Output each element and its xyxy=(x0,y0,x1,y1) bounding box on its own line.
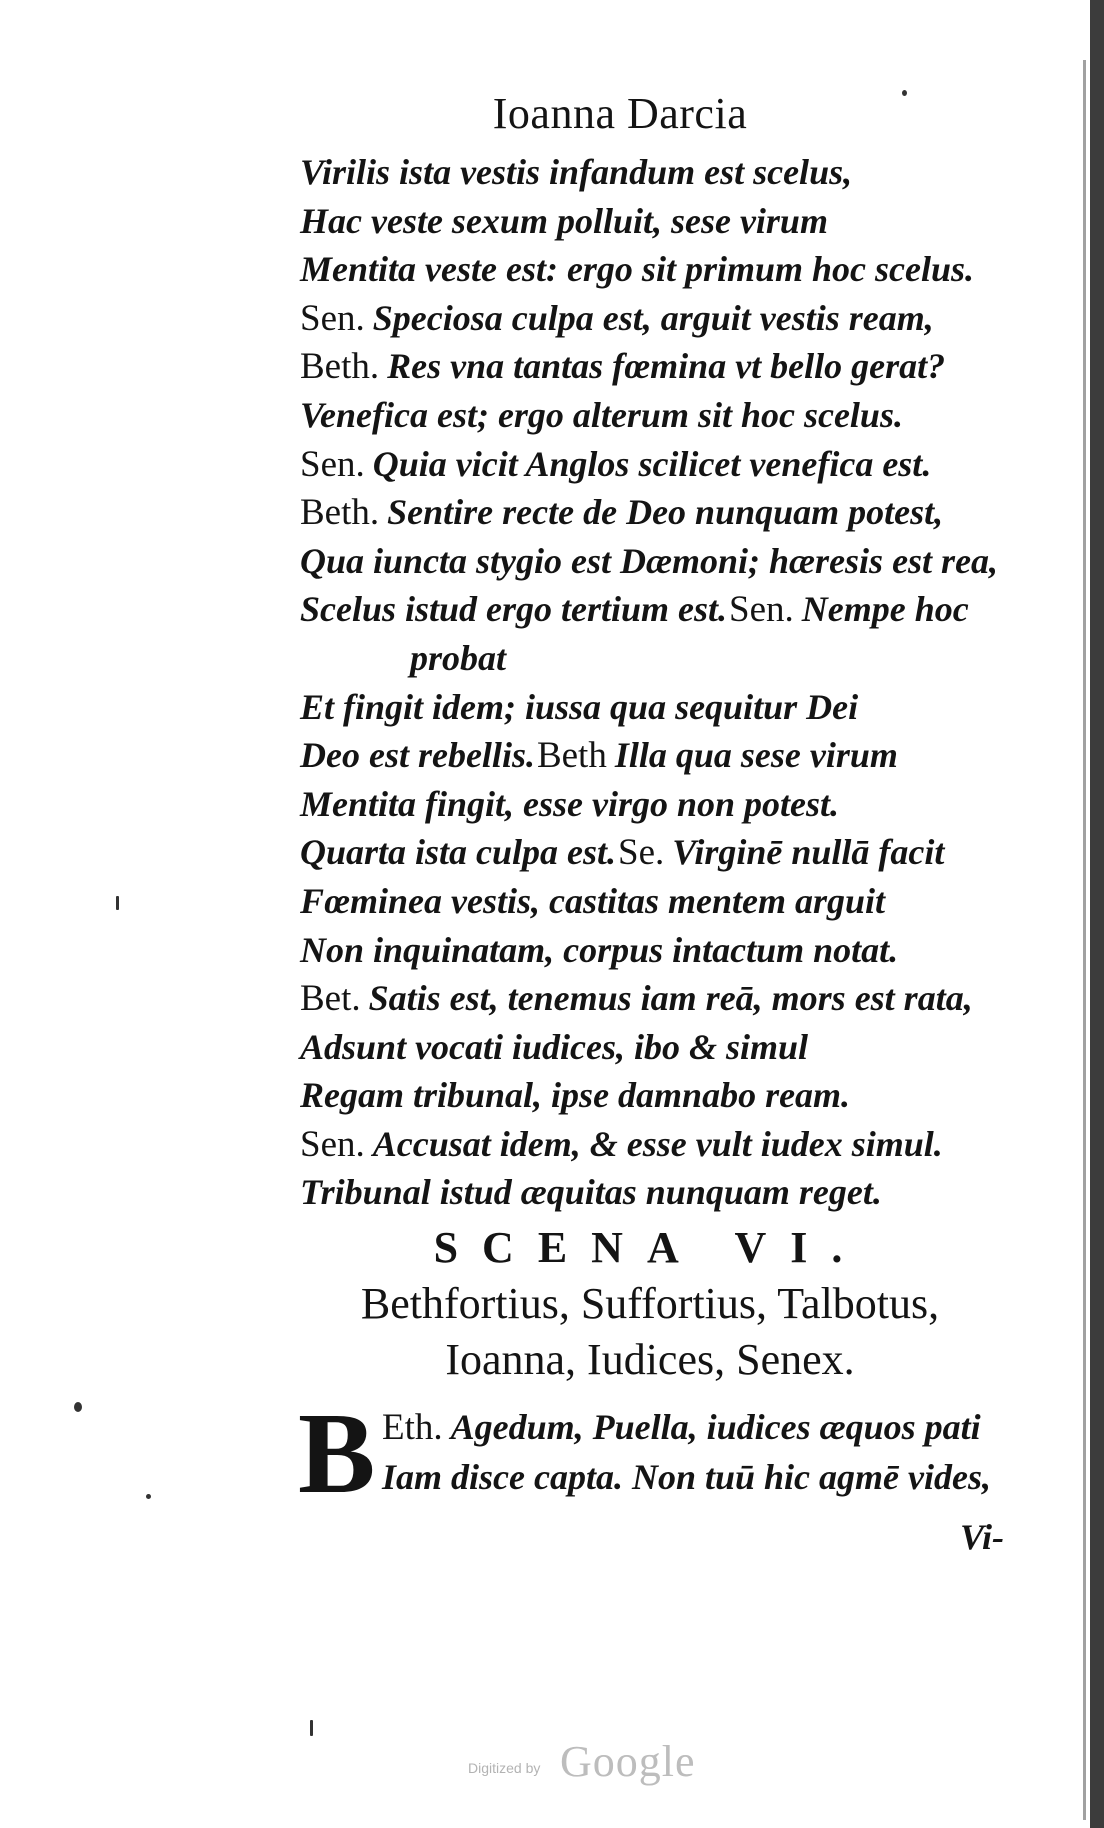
verse-block xyxy=(300,148,1040,1217)
speaker-label: Se. xyxy=(618,832,665,874)
line-text: probat xyxy=(410,637,507,678)
verse-line xyxy=(300,974,1040,1023)
google-logo: Google xyxy=(560,1737,696,1786)
verse-line xyxy=(300,780,1040,829)
catchword: Vi- xyxy=(960,1517,1005,1557)
line-text: Fœminea vestis, castitas mentem arguit xyxy=(300,880,886,921)
line-text: Quia vicit Anglos scilicet venefica est. xyxy=(372,443,932,484)
page-edge-line xyxy=(1083,60,1086,1820)
cast-line: Ioanna, Iudices, Senex. xyxy=(445,1335,855,1384)
line-text: Nempe hoc xyxy=(801,589,969,630)
verse-line xyxy=(300,1023,1040,1072)
verse-line xyxy=(300,585,1040,634)
verse-line xyxy=(382,1452,991,1502)
line-text: Mentita fingit, esse virgo non potest. xyxy=(300,783,840,824)
line-text: Sentire recte de Deo nunquam potest, xyxy=(387,492,944,533)
line-text: Regam tribunal, ipse damnabo ream. xyxy=(300,1075,851,1116)
line-text: Mentita veste est: ergo sit primum hoc scelus. xyxy=(300,249,974,290)
speaker-label: Sen. xyxy=(300,443,365,485)
speaker-label: Sen. xyxy=(300,297,365,339)
verse-line xyxy=(300,197,1040,246)
line-text: Venefica est; ergo alterum sit hoc scelus. xyxy=(300,394,903,435)
verse-line xyxy=(300,148,1040,197)
line-text: Res vna tantas fœmina vt bello gerat? xyxy=(387,346,946,387)
speaker-label: Eth. xyxy=(382,1407,443,1448)
ink-speck xyxy=(74,1402,82,1412)
verse-line xyxy=(382,1402,981,1452)
watermark-prefix: Digitized by xyxy=(468,1760,541,1776)
verse-line xyxy=(300,634,1040,683)
speaker-label: Sen. xyxy=(300,1123,365,1165)
verse-line xyxy=(300,537,1040,586)
line-text: Accusat idem, & esse vult iudex simul. xyxy=(372,1123,943,1164)
line-text: Speciosa culpa est, arguit vestis ream, xyxy=(372,297,934,338)
verse-line xyxy=(300,828,1040,877)
line-text: Non inquinatam, corpus intactum notat. xyxy=(300,929,899,970)
verse-line xyxy=(300,926,1040,975)
verse-line xyxy=(300,342,1040,391)
speaker-label: Beth. xyxy=(300,492,380,534)
line-text: Tribunal istud æquitas nunquam reget. xyxy=(300,1172,882,1213)
scene-heading: SCENA VI. xyxy=(433,1223,867,1272)
line-text: Deo est rebellis. xyxy=(300,735,535,776)
verse-line xyxy=(300,1071,1040,1120)
verse-line xyxy=(300,1120,1040,1169)
ink-speck xyxy=(902,90,907,96)
line-text: Hac veste sexum polluit, sese virum xyxy=(300,200,828,241)
line-text: Scelus istud ergo tertium est. xyxy=(300,589,728,630)
verse-line xyxy=(300,877,1040,926)
speaker-label: Sen. xyxy=(729,589,794,631)
line-text: Illa qua sese virum xyxy=(614,735,898,776)
page-edge-shadow xyxy=(1090,0,1104,1828)
verse-line xyxy=(300,391,1040,440)
line-text: Et fingit idem; iussa qua sequitur Dei xyxy=(300,686,859,727)
line-text: Qua iuncta stygio est Dæmoni; hæresis est rea, xyxy=(300,540,999,581)
speaker-label: Beth. xyxy=(300,346,380,388)
verse-line xyxy=(300,683,1040,732)
ink-speck xyxy=(310,1720,313,1736)
speaker-label: Bet. xyxy=(300,978,361,1020)
verse-line xyxy=(300,1168,1040,1217)
speaker-label: Beth xyxy=(536,735,607,777)
verse-line xyxy=(300,294,1040,343)
line-text: Adsunt vocati iudices, ibo & simul xyxy=(300,1026,809,1067)
line-text: Virilis ista vestis infandum est scelus, xyxy=(300,152,853,192)
line-text: Satis est, tenemus iam reā, mors est rata, xyxy=(368,978,973,1019)
ink-speck xyxy=(116,896,119,910)
verse-line xyxy=(300,488,1040,537)
verse-line xyxy=(300,440,1040,489)
scene-opening xyxy=(298,1390,1058,1522)
line-text: Virginē nullā facit xyxy=(672,832,945,873)
line-text: Agedum, Puella, iudices æquos pati xyxy=(450,1407,981,1447)
ink-speck xyxy=(146,1494,151,1499)
verse-line xyxy=(300,245,1040,294)
digitization-watermark xyxy=(460,1736,720,1796)
drop-cap: B xyxy=(298,1390,376,1518)
line-text: Iam disce capta. Non tuū hic agmē vides, xyxy=(382,1457,991,1497)
verse-line xyxy=(300,731,1040,780)
running-head: Ioanna Darcia xyxy=(492,89,748,138)
scene-cast-list xyxy=(300,1276,1000,1388)
line-text: Quarta ista culpa est. xyxy=(300,832,617,873)
cast-line: Bethfortius, Suffortius, Talbotus, xyxy=(360,1279,940,1328)
